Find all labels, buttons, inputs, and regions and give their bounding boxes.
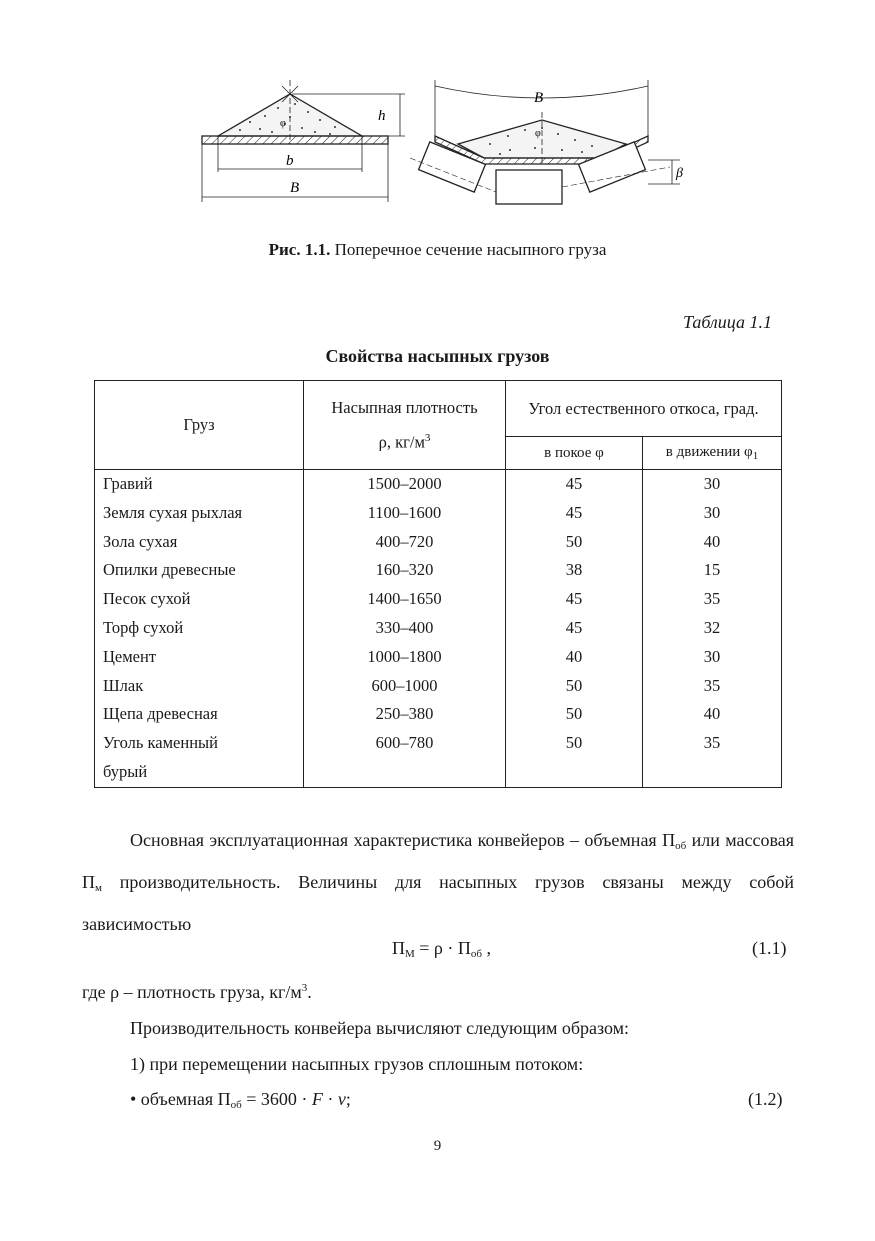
cell-motion: 32 <box>643 614 782 643</box>
cell-rest: 50 <box>506 729 643 758</box>
paragraph-3: 1) при перемещении насыпных грузов сплошным потоком: <box>130 1054 584 1074</box>
where-text-b: . <box>307 982 312 1002</box>
cell-density: 250–380 <box>304 700 506 729</box>
cell-rest <box>506 758 643 787</box>
figure-caption-text: Поперечное сечение насыпного груза <box>330 240 607 259</box>
p1-sub-ob: об <box>675 840 687 852</box>
cell-rest: 45 <box>506 585 643 614</box>
table-row <box>95 470 782 499</box>
equation-1 <box>392 938 491 960</box>
eq1-c: , <box>482 938 492 958</box>
cell-density: 600–780 <box>304 729 506 758</box>
p1-text-a: Основная эксплуатационная характеристика конвейеров – объемная П <box>130 830 676 850</box>
eq1-sub-a: М <box>405 948 415 960</box>
eq1-a: П <box>392 938 405 958</box>
cell-density: 1100–1600 <box>304 499 506 528</box>
figure-caption-label: Рис. 1.1. <box>268 240 331 259</box>
cell-motion: 35 <box>643 672 782 701</box>
figure-caption <box>0 240 875 260</box>
paragraph-1 <box>82 822 794 942</box>
eq1-sub-b: об <box>470 948 483 960</box>
table-row <box>95 672 782 701</box>
phi-right-label: φ <box>535 128 541 139</box>
table-row <box>95 499 782 528</box>
header-rest: в покое φ <box>506 437 643 470</box>
table-row <box>95 528 782 557</box>
table-row <box>95 729 782 758</box>
cell-rest: 45 <box>506 499 643 528</box>
header-angle: Угол естественного откоса, град. <box>506 381 782 437</box>
where-sup: 3 <box>301 982 308 994</box>
cell-motion: 35 <box>643 729 782 758</box>
flat-belt-section <box>202 80 405 202</box>
cell-density: 600–1000 <box>304 672 506 701</box>
cell-density: 160–320 <box>304 556 506 585</box>
B-left-label: B <box>290 180 300 196</box>
table-row <box>95 643 782 672</box>
header-density <box>304 381 506 470</box>
cell-motion: 40 <box>643 700 782 729</box>
cell-rest: 50 <box>506 700 643 729</box>
cross-section-figure <box>190 72 690 212</box>
table-row <box>95 556 782 585</box>
cell-density: 1500–2000 <box>304 470 506 499</box>
cell-rest: 50 <box>506 672 643 701</box>
cell-motion: 30 <box>643 499 782 528</box>
table-row <box>95 585 782 614</box>
B-right-label: B <box>534 90 544 106</box>
cell-rest: 45 <box>506 614 643 643</box>
h-label: h <box>378 108 386 124</box>
p4-b: = 3600 · <box>241 1089 312 1109</box>
header-density-text: Насыпная плотность <box>331 397 478 417</box>
cell-motion: 30 <box>643 643 782 672</box>
cell-name: Опилки древесные <box>95 556 304 585</box>
page-number: 9 <box>433 1138 442 1154</box>
p4-v: v <box>337 1089 346 1109</box>
paragraph-4 <box>130 1089 351 1111</box>
cell-name: Песок сухой <box>95 585 304 614</box>
header-motion <box>643 437 782 470</box>
header-density-unit-sup: 3 <box>424 431 431 444</box>
cell-name: Цемент <box>95 643 304 672</box>
header-motion-sub: 1 <box>752 450 759 462</box>
cell-rest: 45 <box>506 470 643 499</box>
cell-name: Уголь каменный <box>95 729 304 758</box>
cell-motion: 35 <box>643 585 782 614</box>
p4-F: F <box>311 1089 323 1109</box>
cell-name: бурый <box>95 758 304 787</box>
paragraph-2: Производительность конвейера вычисляют следующим образом: <box>130 1018 630 1038</box>
cell-motion: 30 <box>643 470 782 499</box>
cell-rest: 50 <box>506 528 643 557</box>
cell-rest: 38 <box>506 556 643 585</box>
equation-2-number: (1.2) <box>748 1089 783 1109</box>
cell-name: Торф сухой <box>95 614 304 643</box>
beta-label: β <box>676 166 683 181</box>
where-line <box>82 982 312 1003</box>
cell-density: 1000–1800 <box>304 643 506 672</box>
cell-name: Шлак <box>95 672 304 701</box>
cell-density: 400–720 <box>304 528 506 557</box>
eq1-b: = ρ · П <box>414 938 471 958</box>
cell-density <box>304 758 506 787</box>
table-row <box>95 614 782 643</box>
cell-density: 330–400 <box>304 614 506 643</box>
table-row <box>95 700 782 729</box>
equation-1-number: (1.1) <box>752 938 787 958</box>
cell-name: Гравий <box>95 470 304 499</box>
header-density-unit: ρ, кг/м <box>378 432 425 452</box>
cell-rest: 40 <box>506 643 643 672</box>
cell-motion: 15 <box>643 556 782 585</box>
p1-sub-m: м <box>95 882 102 894</box>
where-text-a: где ρ – плотность груза, кг/м <box>82 982 302 1002</box>
cell-motion <box>643 758 782 787</box>
p1-text-b: или массовая П <box>82 830 795 892</box>
table-label: Таблица 1.1 <box>682 312 772 332</box>
p4-d: ; <box>345 1089 351 1109</box>
header-motion-text: в движении φ <box>665 444 753 460</box>
table-row <box>95 758 782 787</box>
troughed-belt-section <box>410 80 683 204</box>
p1-text-c: производительность. Величины для насыпных грузов связаны между собой зависимостью <box>82 872 794 934</box>
table-title: Свойства насыпных грузов <box>325 346 550 366</box>
properties-table <box>94 380 782 788</box>
header-cargo: Груз <box>95 381 304 470</box>
p4-sub: об <box>230 1099 242 1111</box>
cell-motion: 40 <box>643 528 782 557</box>
cell-name: Щепа древесная <box>95 700 304 729</box>
phi-left-label: φ <box>280 118 286 129</box>
p4-c: · <box>322 1089 338 1109</box>
cell-name: Зола сухая <box>95 528 304 557</box>
p4-a: • объемная П <box>130 1089 231 1109</box>
cell-density: 1400–1650 <box>304 585 506 614</box>
b-label: b <box>286 153 294 169</box>
cell-name: Земля сухая рыхлая <box>95 499 304 528</box>
